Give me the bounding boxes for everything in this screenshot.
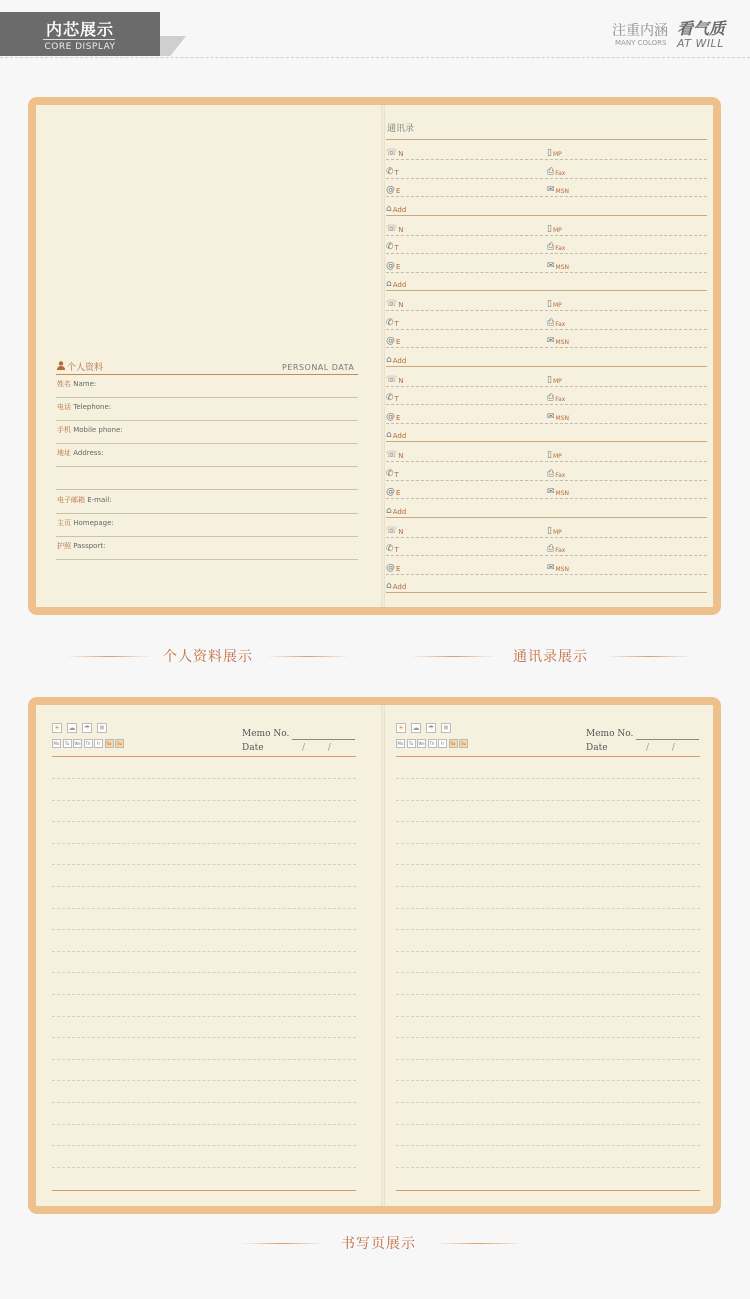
personal-field-label <box>57 402 111 412</box>
tagline-cn: 注重内涵 <box>612 23 668 39</box>
contact-label-left <box>386 261 400 271</box>
mobile-phone-icon: ▯ <box>547 374 552 385</box>
fax-icon: ⎙ <box>547 242 555 252</box>
contact-label-right <box>547 148 562 158</box>
contact-label-text: N <box>398 301 404 309</box>
contact-label-left <box>386 563 400 573</box>
day-box[interactable]: Fr <box>438 739 447 748</box>
fax-icon: ⎙ <box>547 166 555 177</box>
contact-label-right <box>547 412 569 422</box>
caption-line <box>66 656 152 657</box>
contact-field-row[interactable] <box>386 444 707 462</box>
writing-line[interactable] <box>396 1145 700 1146</box>
house-icon: ⌂ <box>386 505 392 516</box>
field-label-en: Homepage: <box>73 519 114 527</box>
contact-field-row[interactable] <box>386 312 707 330</box>
contact-label-text: N <box>398 527 404 536</box>
telephone-icon: ✆ <box>386 166 394 177</box>
day-box[interactable]: Th <box>84 739 93 748</box>
fax-icon: ⎙ <box>547 393 555 403</box>
contact-label-text: T <box>394 244 399 252</box>
contacts-title-rule <box>386 139 707 140</box>
contact-label-left <box>386 581 406 591</box>
contact-label-text: N <box>398 150 404 158</box>
writing-line[interactable] <box>396 929 700 930</box>
day-box[interactable]: Sa <box>106 741 112 746</box>
writing-line[interactable] <box>52 1059 356 1060</box>
field-label-en: Passport: <box>73 542 106 550</box>
contact-field-row[interactable] <box>386 387 707 405</box>
memo-header-rule <box>396 756 700 757</box>
contact-label-text: MP <box>552 377 562 385</box>
contacts-title: 通讯录 <box>387 124 415 134</box>
writing-line[interactable] <box>52 908 356 909</box>
writing-line[interactable] <box>396 951 700 952</box>
writing-line[interactable] <box>52 1037 356 1038</box>
contact-label-right <box>547 318 565 328</box>
writing-line[interactable] <box>396 1037 700 1038</box>
memo-page-right <box>396 705 700 1206</box>
contact-field-row[interactable] <box>386 161 707 179</box>
caption-contacts: 通讯录展示 <box>513 649 588 665</box>
memo-bottom-rule <box>396 1190 700 1191</box>
field-label-en: E-mail: <box>87 496 112 504</box>
field-label-en: Mobile phone: <box>73 426 123 434</box>
contact-label-right <box>547 336 569 346</box>
caption-personal: 个人资料展示 <box>163 649 253 665</box>
personal-field-row[interactable] <box>56 400 358 421</box>
at-icon: @ <box>386 336 395 346</box>
contact-label-text: E <box>396 262 401 271</box>
contact-field-row[interactable] <box>386 179 707 197</box>
house-icon: ⌂ <box>386 430 392 440</box>
telephone-icon: ✆ <box>386 468 394 479</box>
contact-label-left <box>386 487 400 497</box>
contact-label-left <box>386 412 400 422</box>
contact-label-text: N <box>398 225 404 234</box>
contact-label-left <box>386 544 399 554</box>
contact-label-text: Add <box>392 281 407 289</box>
contact-label-left <box>386 204 406 214</box>
contact-label-left <box>386 430 406 440</box>
contact-label-right <box>547 375 562 385</box>
phone-person-icon: ☏ <box>386 525 398 536</box>
contact-rule <box>386 441 707 442</box>
contact-label-left <box>386 375 404 385</box>
envelope-icon: ✉ <box>547 260 555 271</box>
contact-label-text: MSN <box>555 414 570 422</box>
contact-label-right <box>547 487 569 497</box>
writing-line[interactable] <box>396 1080 700 1081</box>
memo-number-label: Memo No. <box>586 729 634 739</box>
contact-label-text: MSN <box>555 263 570 271</box>
writing-line[interactable] <box>396 821 700 822</box>
contact-label-right <box>547 563 569 573</box>
personal-field-label <box>57 379 96 389</box>
mobile-phone-icon: ▯ <box>547 223 552 234</box>
day-box[interactable]: Su <box>116 741 123 746</box>
writing-line[interactable] <box>52 886 356 887</box>
contact-label-text: MP <box>552 453 562 460</box>
day-box[interactable]: Mo <box>397 741 404 746</box>
writing-line[interactable] <box>396 843 700 844</box>
writing-line[interactable] <box>396 972 700 973</box>
at-icon: @ <box>386 562 395 573</box>
writing-line[interactable] <box>396 1124 700 1125</box>
personal-field-label <box>57 518 114 528</box>
caption-line <box>410 656 496 657</box>
at-icon: @ <box>386 260 395 271</box>
contact-label-text: T <box>394 470 399 479</box>
contact-field-row[interactable] <box>386 255 707 273</box>
day-box[interactable]: Th <box>428 739 437 748</box>
personal-field-row[interactable] <box>56 377 358 398</box>
writing-line[interactable] <box>52 864 356 865</box>
memo-number-field[interactable] <box>292 739 355 740</box>
personal-field-row[interactable] <box>56 423 358 444</box>
field-label-cn: 手机 <box>57 426 71 434</box>
contact-label-text: MP <box>552 226 562 234</box>
writing-line[interactable] <box>52 972 356 973</box>
fax-icon: ⎙ <box>547 468 555 479</box>
contact-label-right <box>547 224 562 234</box>
writing-line[interactable] <box>396 778 700 779</box>
notebook-personal-contacts <box>28 97 721 615</box>
telephone-icon: ✆ <box>386 393 394 403</box>
day-box[interactable]: Tu <box>63 739 72 748</box>
personal-field-label <box>57 495 112 505</box>
writing-line[interactable] <box>52 821 356 822</box>
contact-label-text: T <box>394 319 399 328</box>
header-label-shadow <box>160 36 186 56</box>
writing-line[interactable] <box>396 1102 700 1103</box>
writing-line[interactable] <box>396 1167 700 1168</box>
contact-label-right <box>547 526 562 536</box>
contact-field-row[interactable] <box>386 330 707 348</box>
writing-line[interactable] <box>52 1167 356 1168</box>
envelope-icon: ✉ <box>547 487 555 497</box>
contact-label-text: E <box>396 489 401 497</box>
envelope-icon: ✉ <box>547 336 555 346</box>
field-label-en: Address: <box>73 449 104 457</box>
contact-field-row[interactable] <box>386 293 707 311</box>
contact-field-row[interactable] <box>386 463 707 481</box>
caption-line <box>436 1243 522 1244</box>
contact-label-left <box>386 224 404 234</box>
day-box[interactable]: Su <box>460 741 467 746</box>
memo-header-rule <box>52 756 356 757</box>
field-label-en: Name: <box>73 380 97 388</box>
contact-rule <box>386 290 707 291</box>
contact-label-text: T <box>394 395 399 403</box>
envelope-icon: ✉ <box>547 411 555 422</box>
personal-field-row[interactable] <box>56 446 358 467</box>
contact-label-text: E <box>396 187 401 195</box>
contact-label-text: MSN <box>555 339 570 346</box>
day-box[interactable]: We <box>74 741 81 746</box>
personal-field-label <box>57 541 105 551</box>
contact-label-text: Add <box>392 205 407 214</box>
day-box[interactable]: Fr <box>94 739 103 748</box>
fax-icon: ⎙ <box>547 544 555 554</box>
contact-field-row[interactable] <box>386 520 707 538</box>
contact-label-text: E <box>396 413 401 422</box>
writing-line[interactable] <box>396 908 700 909</box>
phone-person-icon: ☏ <box>386 223 398 234</box>
personal-field-label <box>57 425 123 435</box>
at-icon: @ <box>386 487 395 497</box>
contact-label-text: MSN <box>555 565 570 573</box>
date-label: Date <box>242 743 264 753</box>
person-icon <box>57 361 65 370</box>
field-label-cn: 姓名 <box>57 380 71 388</box>
writing-line[interactable] <box>396 864 700 865</box>
contact-label-left <box>386 318 399 328</box>
contact-label-text: Add <box>392 432 407 440</box>
contact-label-text: E <box>396 338 401 346</box>
phone-person-icon: ☏ <box>386 450 398 460</box>
day-box[interactable]: We <box>418 741 425 746</box>
date-label: Date <box>586 743 608 753</box>
writing-line[interactable] <box>52 994 356 995</box>
contact-label-right <box>547 185 569 195</box>
contact-rule <box>386 517 707 518</box>
tagline-bold: 看气质 <box>677 19 726 38</box>
contact-field-row[interactable] <box>386 557 707 575</box>
contact-label-right <box>547 261 569 271</box>
contact-label-left <box>386 506 406 516</box>
phone-person-icon: ☏ <box>386 299 398 309</box>
cloudy-icon[interactable]: ☁ <box>68 724 76 732</box>
contact-rule <box>386 366 707 367</box>
contact-label-text: Fax <box>555 245 566 252</box>
house-icon: ⌂ <box>386 354 392 365</box>
writing-line[interactable] <box>52 1124 356 1125</box>
writing-line[interactable] <box>52 951 356 952</box>
phone-person-icon: ☏ <box>386 148 398 158</box>
house-icon: ⌂ <box>386 279 392 289</box>
snow-icon[interactable]: ❄ <box>97 723 107 733</box>
sun-icon[interactable]: ☀ <box>53 724 61 732</box>
writing-line[interactable] <box>52 1080 356 1081</box>
header-dashed-rule <box>0 57 750 58</box>
contact-label-right <box>547 450 562 460</box>
field-label-cn: 电话 <box>57 403 71 411</box>
writing-line[interactable] <box>396 1016 700 1017</box>
personal-data-title-cn: 个人资料 <box>67 363 104 373</box>
personal-field-row[interactable] <box>56 516 358 537</box>
caption-line <box>240 1243 326 1244</box>
mobile-phone-icon: ▯ <box>547 525 552 536</box>
contact-label-text: N <box>398 376 404 385</box>
contact-label-text: T <box>394 168 399 177</box>
fax-icon: ⎙ <box>547 317 555 328</box>
telephone-icon: ✆ <box>386 317 394 328</box>
field-label-cn: 电子邮箱 <box>57 496 85 504</box>
caption-line <box>606 656 692 657</box>
contact-field-row[interactable] <box>386 198 707 216</box>
personal-data-title-en: PERSONAL DATA <box>282 363 355 372</box>
contact-label-text: T <box>394 546 399 554</box>
contact-field-row[interactable] <box>386 236 707 254</box>
contact-label-left <box>386 242 399 252</box>
mobile-phone-icon: ▯ <box>547 148 552 158</box>
contact-label-text: Add <box>392 507 407 516</box>
writing-line[interactable] <box>396 1059 700 1060</box>
notebook-spine <box>381 105 385 607</box>
contact-rule <box>386 215 707 216</box>
mobile-phone-icon: ▯ <box>547 450 552 460</box>
day-box[interactable]: Tu <box>407 739 416 748</box>
writing-line[interactable] <box>52 1145 356 1146</box>
contact-label-right <box>547 393 565 403</box>
contact-label-text: Add <box>392 583 407 591</box>
contact-field-row[interactable] <box>386 481 707 499</box>
contact-label-text: Add <box>392 356 407 365</box>
contact-label-text: Fax <box>555 320 566 328</box>
notebook-writing-pages <box>28 697 721 1214</box>
envelope-icon: ✉ <box>547 185 555 195</box>
day-box[interactable]: Mo <box>53 741 60 746</box>
contact-field-row[interactable] <box>386 538 707 556</box>
envelope-icon: ✉ <box>547 562 555 573</box>
date-field[interactable]: / / <box>646 743 675 753</box>
contact-field-row[interactable] <box>386 500 707 518</box>
contact-field-row[interactable] <box>386 406 707 424</box>
contact-label-text: N <box>398 452 404 460</box>
caption-line <box>266 656 350 657</box>
mobile-phone-icon: ▯ <box>547 299 552 309</box>
tagline-en-italic: AT WILL <box>677 37 724 50</box>
contact-field-row[interactable] <box>386 424 707 442</box>
at-icon: @ <box>386 411 395 422</box>
writing-line[interactable] <box>396 994 700 995</box>
contact-label-text: Fax <box>555 169 566 177</box>
personal-field-row[interactable] <box>56 469 358 490</box>
writing-line[interactable] <box>52 800 356 801</box>
writing-line[interactable] <box>396 800 700 801</box>
personal-field-row[interactable] <box>56 539 358 560</box>
contact-field-row[interactable] <box>386 369 707 387</box>
house-icon: ⌂ <box>386 203 392 214</box>
contact-label-text: Fax <box>555 471 566 479</box>
phone-person-icon: ☏ <box>386 374 398 385</box>
contact-label-left <box>386 450 404 460</box>
contact-label-text: Fax <box>555 547 566 554</box>
contact-label-left <box>386 167 399 177</box>
contact-label-left <box>386 299 404 309</box>
contact-label-text: MP <box>552 528 562 536</box>
contact-label-right <box>547 299 562 309</box>
contact-label-left <box>386 336 400 346</box>
header-divider <box>43 39 115 40</box>
writing-line[interactable] <box>396 886 700 887</box>
contact-rule <box>386 592 707 593</box>
telephone-icon: ✆ <box>386 544 394 554</box>
contact-field-row[interactable] <box>386 349 707 367</box>
writing-line[interactable] <box>52 778 356 779</box>
memo-number-field[interactable] <box>636 739 699 740</box>
telephone-icon: ✆ <box>386 242 394 252</box>
caption-writing: 书写页展示 <box>341 1236 416 1252</box>
writing-line[interactable] <box>52 929 356 930</box>
rain-icon[interactable]: ☂ <box>427 724 435 732</box>
contact-label-left <box>386 279 406 289</box>
house-icon: ⌂ <box>386 581 392 591</box>
field-label-cn: 地址 <box>57 449 71 457</box>
memo-bottom-rule <box>52 1190 356 1191</box>
contact-label-text: E <box>396 564 401 573</box>
contact-label-right <box>547 544 565 554</box>
personal-field-row[interactable] <box>56 493 358 514</box>
contact-label-right <box>547 242 565 252</box>
section-subtitle: CORE DISPLAY <box>44 42 116 52</box>
memo-page-left <box>52 705 356 1206</box>
rain-icon[interactable]: ☂ <box>83 724 91 732</box>
contact-label-right <box>547 167 565 177</box>
contact-label-text: Fax <box>555 396 566 403</box>
contact-field-row[interactable] <box>386 575 707 593</box>
writing-line[interactable] <box>52 843 356 844</box>
contact-label-left <box>386 469 399 479</box>
personal-field-label <box>57 448 103 458</box>
contact-field-row[interactable] <box>386 142 707 160</box>
contact-label-left <box>386 526 404 536</box>
contact-label-left <box>386 185 400 195</box>
contact-label-text: MSN <box>555 490 570 497</box>
contact-label-text: MSN <box>555 188 570 195</box>
field-label-cn: 主页 <box>57 519 71 527</box>
contact-label-text: MP <box>552 151 562 158</box>
memo-number-label: Memo No. <box>242 729 290 739</box>
writing-line[interactable] <box>52 1016 356 1017</box>
contact-label-left <box>386 355 406 365</box>
contact-label-right <box>547 469 565 479</box>
writing-line[interactable] <box>52 1102 356 1103</box>
field-label-cn: 护照 <box>57 542 71 550</box>
tagline-en-small: MANY COLORS <box>615 39 667 47</box>
day-box[interactable]: Sa <box>450 741 456 746</box>
notebook-spine <box>381 705 385 1206</box>
contact-label-left <box>386 148 404 158</box>
date-field[interactable]: / / <box>302 743 331 753</box>
sun-icon[interactable]: ☀ <box>397 724 405 732</box>
contact-field-row[interactable] <box>386 218 707 236</box>
contact-field-row[interactable] <box>386 273 707 291</box>
contact-label-text: MP <box>552 302 562 309</box>
field-label-en: Telephone: <box>73 403 112 411</box>
contact-label-left <box>386 393 399 403</box>
snow-icon[interactable]: ❄ <box>441 723 451 733</box>
cloudy-icon[interactable]: ☁ <box>412 724 420 732</box>
section-title: 内芯展示 <box>45 20 114 39</box>
at-icon: @ <box>386 185 395 195</box>
